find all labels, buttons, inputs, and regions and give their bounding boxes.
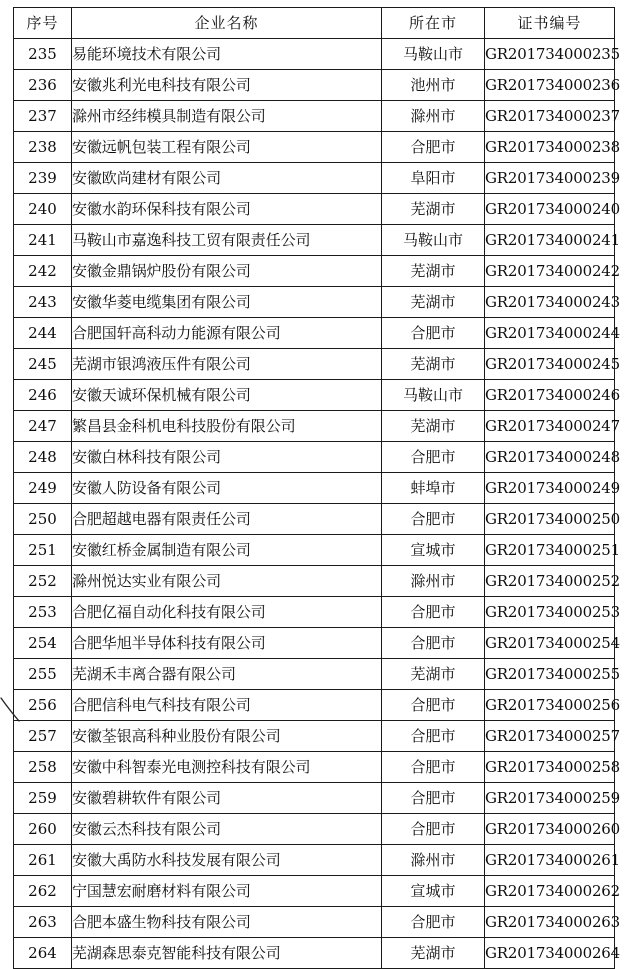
cell-company-name: 芜湖森思泰克智能科技有限公司 [72,938,382,969]
cell-company-name: 马鞍山市嘉逸科技工贸有限责任公司 [72,225,382,256]
cell-company-name: 合肥信科电气科技有限公司 [72,690,382,721]
cell-city: 滁州市 [382,845,485,876]
cell-index: 261 [14,845,72,876]
cell-company-name: 安徽人防设备有限公司 [72,473,382,504]
table-row [14,938,615,969]
cell-index: 251 [14,535,72,566]
cell-company-name: 芜湖市银鸿液压件有限公司 [72,349,382,380]
cell-index: 262 [14,876,72,907]
table-row [14,845,615,876]
cell-company-name: 安徽金鼎锅炉股份有限公司 [72,256,382,287]
cell-city: 芜湖市 [382,256,485,287]
cell-index: 235 [14,39,72,70]
cell-company-name: 安徽红桥金属制造有限公司 [72,535,382,566]
cell-certificate-number: GR201734000244 [485,318,615,349]
cell-certificate-number: GR201734000247 [485,411,615,442]
cell-certificate-number: GR201734000255 [485,659,615,690]
table-row [14,70,615,101]
cell-index: 244 [14,318,72,349]
table-row [14,39,615,70]
table-row [14,411,615,442]
cell-company-name: 安徽欧尚建材有限公司 [72,163,382,194]
cell-company-name: 安徽兆利光电科技有限公司 [72,70,382,101]
cell-company-name: 安徽荃银高科种业股份有限公司 [72,721,382,752]
cell-city: 芜湖市 [382,411,485,442]
cell-city: 芜湖市 [382,938,485,969]
cell-certificate-number: GR201734000262 [485,876,615,907]
table-row [14,752,615,783]
cell-certificate-number: GR201734000237 [485,101,615,132]
cell-index: 247 [14,411,72,442]
cell-index: 237 [14,101,72,132]
cell-certificate-number: GR201734000248 [485,442,615,473]
column-header-name: 企业名称 [72,8,382,39]
cell-certificate-number: GR201734000254 [485,628,615,659]
table-row [14,628,615,659]
cell-certificate-number: GR201734000239 [485,163,615,194]
cell-company-name: 安徽华菱电缆集团有限公司 [72,287,382,318]
cell-index: 254 [14,628,72,659]
cell-city: 马鞍山市 [382,225,485,256]
table-row [14,194,615,225]
cell-index: 257 [14,721,72,752]
cell-certificate-number: GR201734000238 [485,132,615,163]
table-row [14,318,615,349]
column-header-index: 序号 [14,8,72,39]
cell-index: 243 [14,287,72,318]
cell-company-name: 易能环境技术有限公司 [72,39,382,70]
cell-city: 滁州市 [382,566,485,597]
cell-company-name: 安徽大禹防水科技发展有限公司 [72,845,382,876]
cell-city: 马鞍山市 [382,380,485,411]
cell-certificate-number: GR201734000260 [485,814,615,845]
cell-certificate-number: GR201734000236 [485,70,615,101]
cell-city: 合肥市 [382,132,485,163]
table-row [14,256,615,287]
certificate-table [13,7,620,969]
cell-city: 合肥市 [382,442,485,473]
cell-certificate-number: GR201734000259 [485,783,615,814]
cell-index: 250 [14,504,72,535]
cell-company-name: 繁昌县金科机电科技股份有限公司 [72,411,382,442]
table-row [14,783,615,814]
cell-index: 249 [14,473,72,504]
cell-index: 263 [14,907,72,938]
table-row [14,101,615,132]
cell-company-name: 合肥华旭半导体科技有限公司 [72,628,382,659]
cell-company-name: 安徽远帆包装工程有限公司 [72,132,382,163]
cell-city: 合肥市 [382,597,485,628]
cell-city: 合肥市 [382,752,485,783]
cell-city: 蚌埠市 [382,473,485,504]
cell-certificate-number: GR201734000261 [485,845,615,876]
table-body [14,39,620,969]
table-row [14,721,615,752]
cell-index: 246 [14,380,72,411]
cell-certificate-number: GR201734000258 [485,752,615,783]
cell-index: 238 [14,132,72,163]
cell-city: 阜阳市 [382,163,485,194]
table-row [14,566,615,597]
table-header [14,8,615,39]
cell-index: 241 [14,225,72,256]
cell-index: 256 [14,690,72,721]
cell-city: 宣城市 [382,535,485,566]
cell-certificate-number: GR201734000249 [485,473,615,504]
table-row [14,225,615,256]
cell-index: 259 [14,783,72,814]
table-row [14,876,615,907]
table-header-row [14,8,615,39]
cell-certificate-number: GR201734000263 [485,907,615,938]
cell-company-name: 安徽碧耕软件有限公司 [72,783,382,814]
column-header-cert: 证书编号 [485,8,615,39]
cell-city: 合肥市 [382,628,485,659]
cell-certificate-number: GR201734000251 [485,535,615,566]
table-row [14,659,615,690]
table-row [14,907,615,938]
cell-city: 宣城市 [382,876,485,907]
cell-index: 255 [14,659,72,690]
table-row [14,442,615,473]
cell-index: 245 [14,349,72,380]
cell-certificate-number: GR201734000235 [485,39,615,70]
cell-index: 258 [14,752,72,783]
cell-company-name: 滁州悦达实业有限公司 [72,566,382,597]
cell-index: 260 [14,814,72,845]
table-row [14,349,615,380]
cell-company-name: 安徽云杰科技有限公司 [72,814,382,845]
table-row [14,163,615,194]
table-row [14,504,615,535]
cell-company-name: 安徽水韵环保科技有限公司 [72,194,382,225]
table-row [14,690,615,721]
cell-company-name: 合肥超越电器有限责任公司 [72,504,382,535]
cell-city: 合肥市 [382,907,485,938]
cell-certificate-number: GR201734000252 [485,566,615,597]
cell-certificate-number: GR201734000246 [485,380,615,411]
cell-certificate-number: GR201734000243 [485,287,615,318]
cell-city: 马鞍山市 [382,39,485,70]
cell-city: 池州市 [382,70,485,101]
cell-certificate-number: GR201734000264 [485,938,615,969]
table-row [14,473,615,504]
table-row [14,597,615,628]
cell-city: 芜湖市 [382,194,485,225]
table-row [14,535,615,566]
cell-index: 248 [14,442,72,473]
cell-index: 253 [14,597,72,628]
cell-company-name: 安徽白林科技有限公司 [72,442,382,473]
column-header-city: 所在市 [382,8,485,39]
cell-certificate-number: GR201734000240 [485,194,615,225]
cell-certificate-number: GR201734000253 [485,597,615,628]
cell-index: 242 [14,256,72,287]
cell-index: 240 [14,194,72,225]
cell-index: 236 [14,70,72,101]
cell-index: 252 [14,566,72,597]
cell-company-name: 安徽中科智泰光电测控科技有限公司 [72,752,382,783]
table-row [14,814,615,845]
cell-index: 264 [14,938,72,969]
table-row [14,287,615,318]
cell-company-name: 合肥亿福自动化科技有限公司 [72,597,382,628]
cell-company-name: 合肥国轩高科动力能源有限公司 [72,318,382,349]
cell-city: 合肥市 [382,721,485,752]
cell-company-name: 芜湖禾丰离合器有限公司 [72,659,382,690]
cell-city: 合肥市 [382,690,485,721]
table-row [14,132,615,163]
table-row [14,380,615,411]
cell-city: 芜湖市 [382,287,485,318]
cell-company-name: 宁国慧宏耐磨材料有限公司 [72,876,382,907]
cell-company-name: 安徽天诚环保机械有限公司 [72,380,382,411]
cell-city: 合肥市 [382,783,485,814]
cell-certificate-number: GR201734000245 [485,349,615,380]
cell-company-name: 合肥本盛生物科技有限公司 [72,907,382,938]
cell-index: 239 [14,163,72,194]
cell-city: 合肥市 [382,318,485,349]
cell-city: 合肥市 [382,504,485,535]
cell-city: 滁州市 [382,101,485,132]
cell-city: 合肥市 [382,814,485,845]
cell-certificate-number: GR201734000241 [485,225,615,256]
cell-city: 芜湖市 [382,349,485,380]
cell-certificate-number: GR201734000250 [485,504,615,535]
cell-certificate-number: GR201734000242 [485,256,615,287]
cell-company-name: 滁州市经纬模具制造有限公司 [72,101,382,132]
cell-city: 芜湖市 [382,659,485,690]
cell-certificate-number: GR201734000256 [485,690,615,721]
cell-certificate-number: GR201734000257 [485,721,615,752]
